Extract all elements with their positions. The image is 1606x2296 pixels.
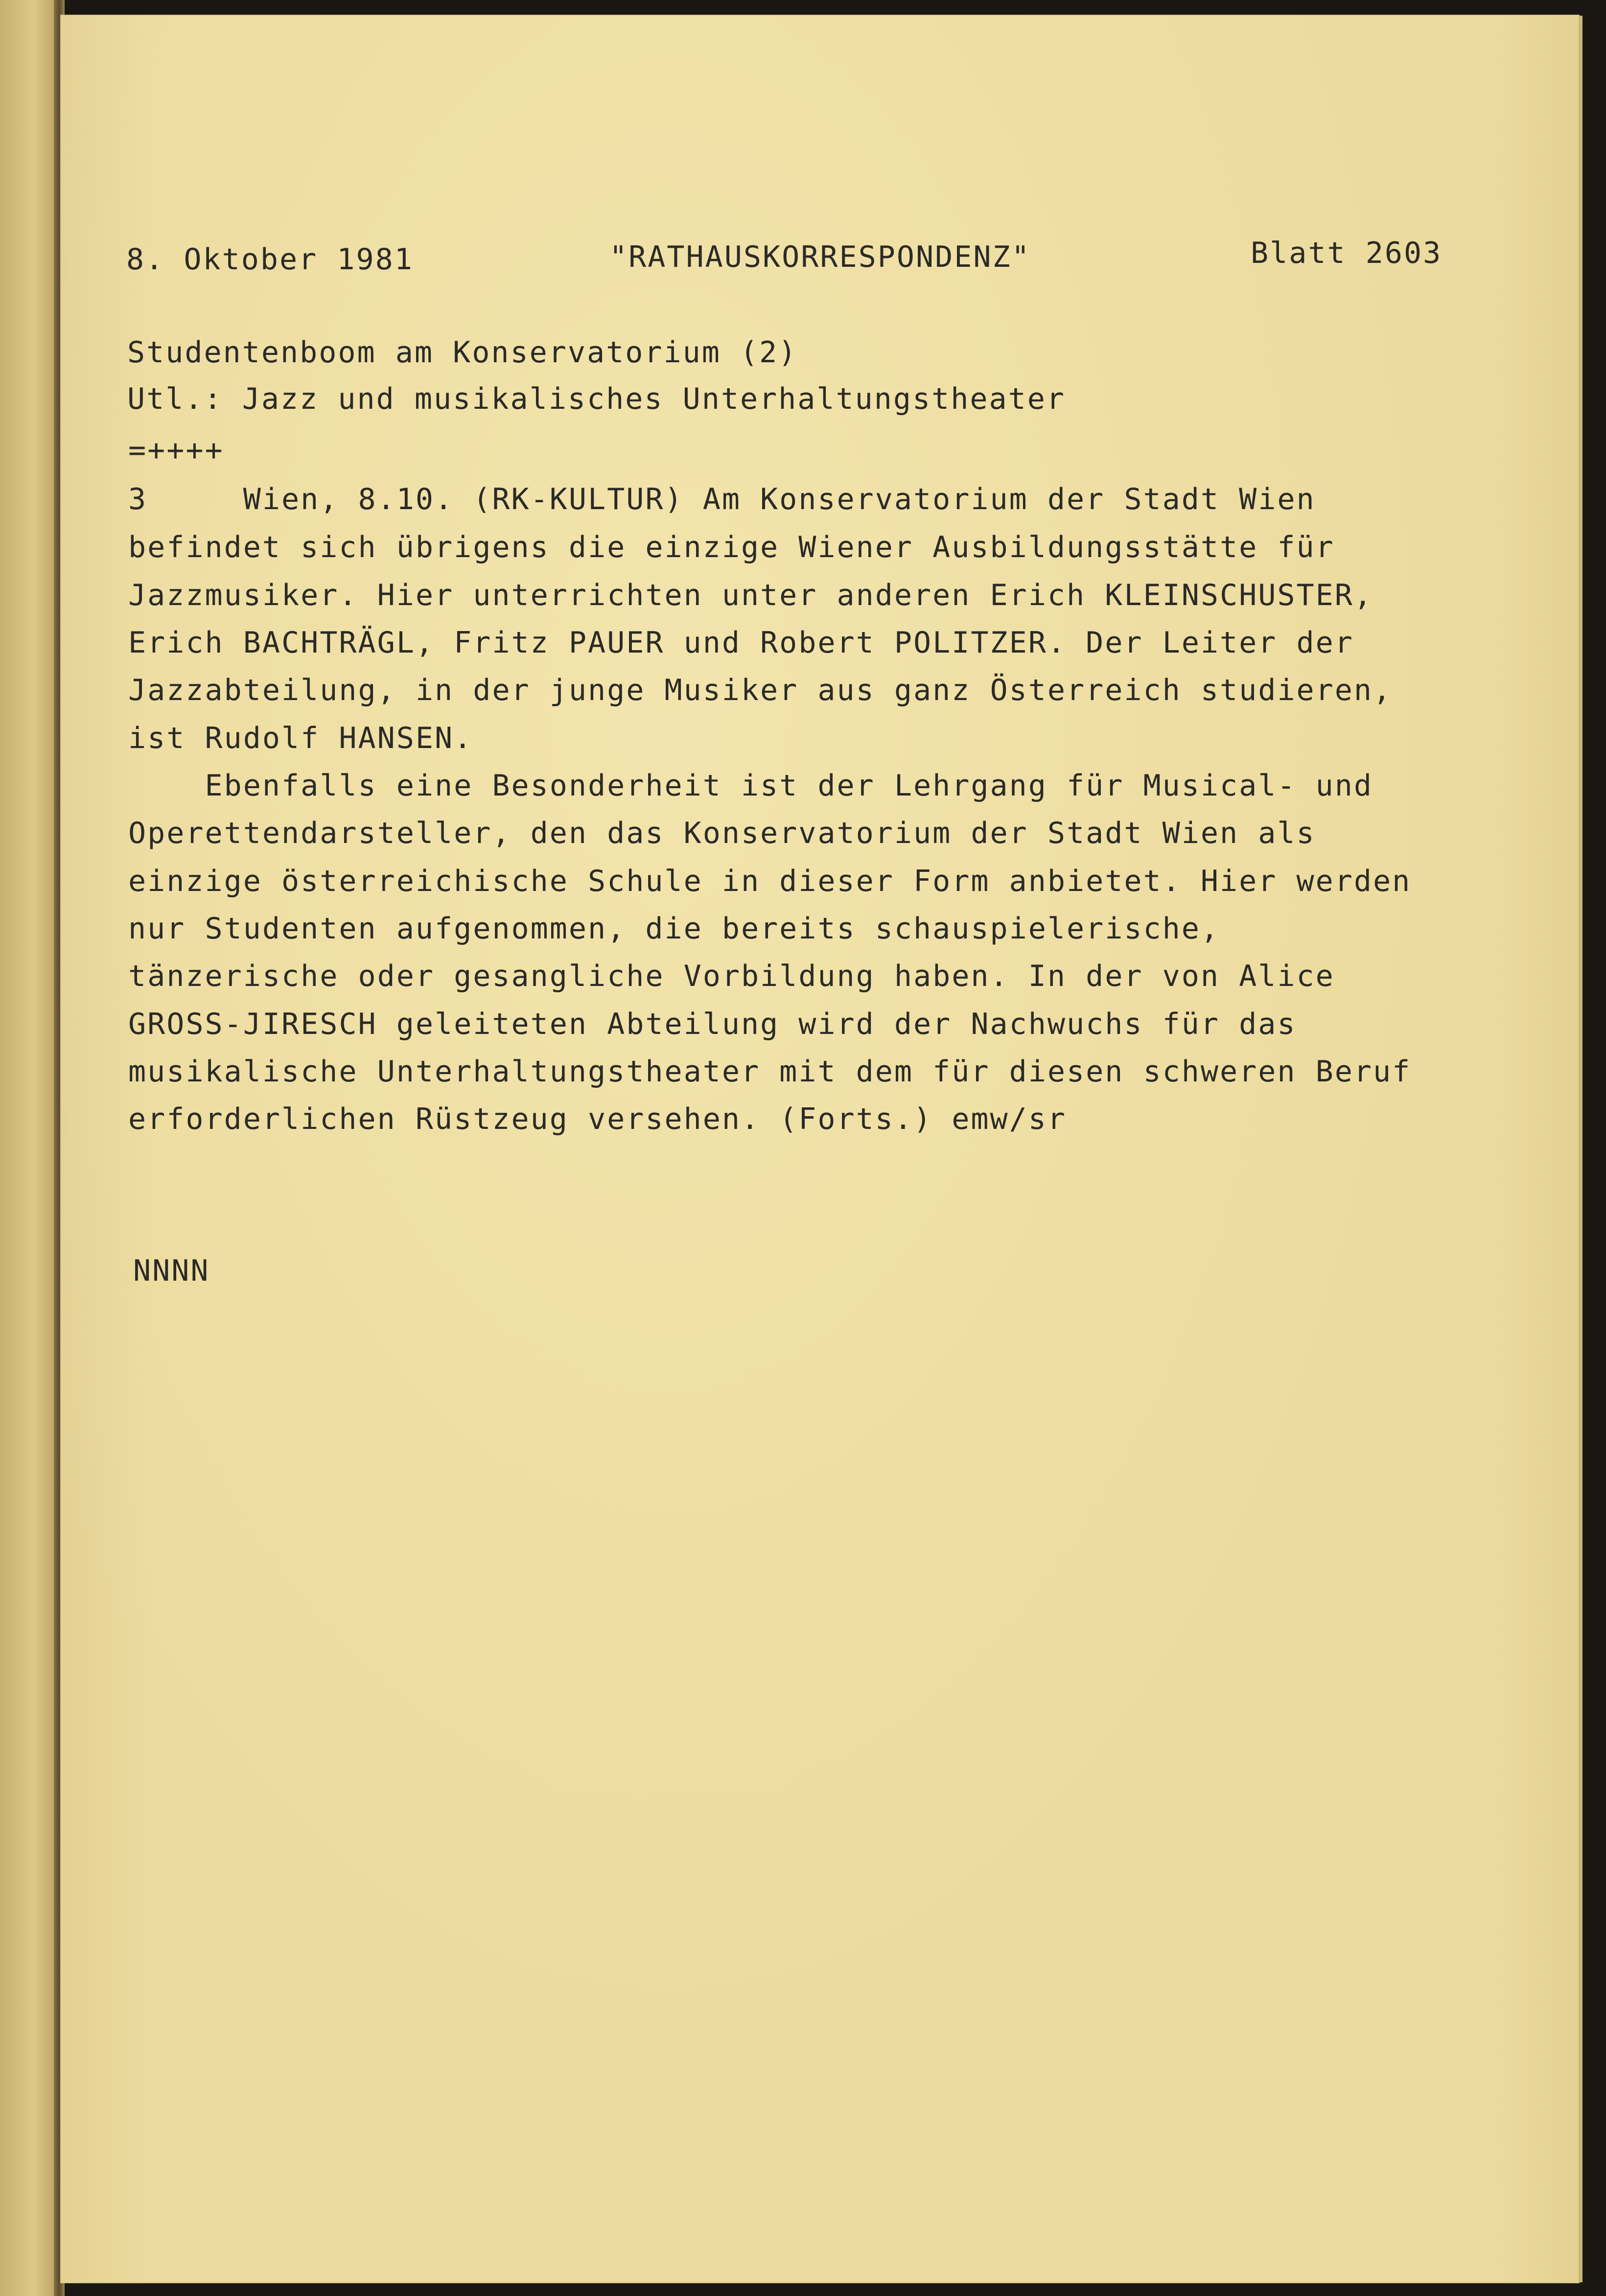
body-line: erforderlichen Rüstzeug versehen. (Forts.) emw/sr: [128, 1102, 1067, 1136]
body-line: befindet sich übrigens die einzige Wiener Ausbildungsstätte für: [128, 530, 1335, 564]
body-line: nur Studenten aufgenommen, die bereits schauspielerische,: [128, 912, 1220, 946]
body-line: Jazzabteilung, in der junge Musiker aus ganz Österreich studieren,: [128, 673, 1393, 707]
body-line: einzige österreichische Schule in dieser Form anbietet. Hier werden: [128, 864, 1412, 898]
body-line: musikalische Unterhaltungstheater mit dem für diesen schweren Beruf: [128, 1054, 1412, 1089]
header-date: 8. Oktober 1981: [126, 242, 414, 277]
header-sheet-number: Blatt 2603: [1251, 236, 1443, 270]
body-line: 3 Wien, 8.10. (RK-KULTUR) Am Konservatorium der Stadt Wien: [128, 482, 1316, 516]
body-line: Operettendarsteller, den das Konservatorium der Stadt Wien als: [128, 816, 1316, 850]
sheet-edge: [1579, 16, 1583, 2282]
header-publication: "RATHAUSKORRESPONDENZ": [609, 240, 1031, 274]
end-mark: NNNN: [133, 1254, 210, 1288]
article-subtitle: Utl.: Jazz und musikalisches Unterhaltungstheater: [127, 382, 1066, 416]
body-line: GROSS-JIRESCH geleiteten Abteilung wird der Nachwuchs für das: [128, 1007, 1297, 1041]
body-line: Ebenfalls eine Besonderheit ist der Lehrgang für Musical- und: [128, 769, 1373, 803]
left-page-edge: [0, 0, 61, 2296]
body-line: ist Rudolf HANSEN.: [128, 721, 473, 755]
article-title: Studentenboom am Konservatorium (2): [127, 335, 798, 370]
article-separator: =++++: [128, 433, 224, 468]
body-line: Jazzmusiker. Hier unterrichten unter anderen Erich KLEINSCHUSTER,: [128, 578, 1373, 612]
body-line: Erich BACHTRÄGL, Fritz PAUER und Robert POLITZER. Der Leiter der: [128, 626, 1354, 660]
body-line: tänzerische oder gesangliche Vorbildung haben. In der von Alice: [128, 959, 1335, 993]
